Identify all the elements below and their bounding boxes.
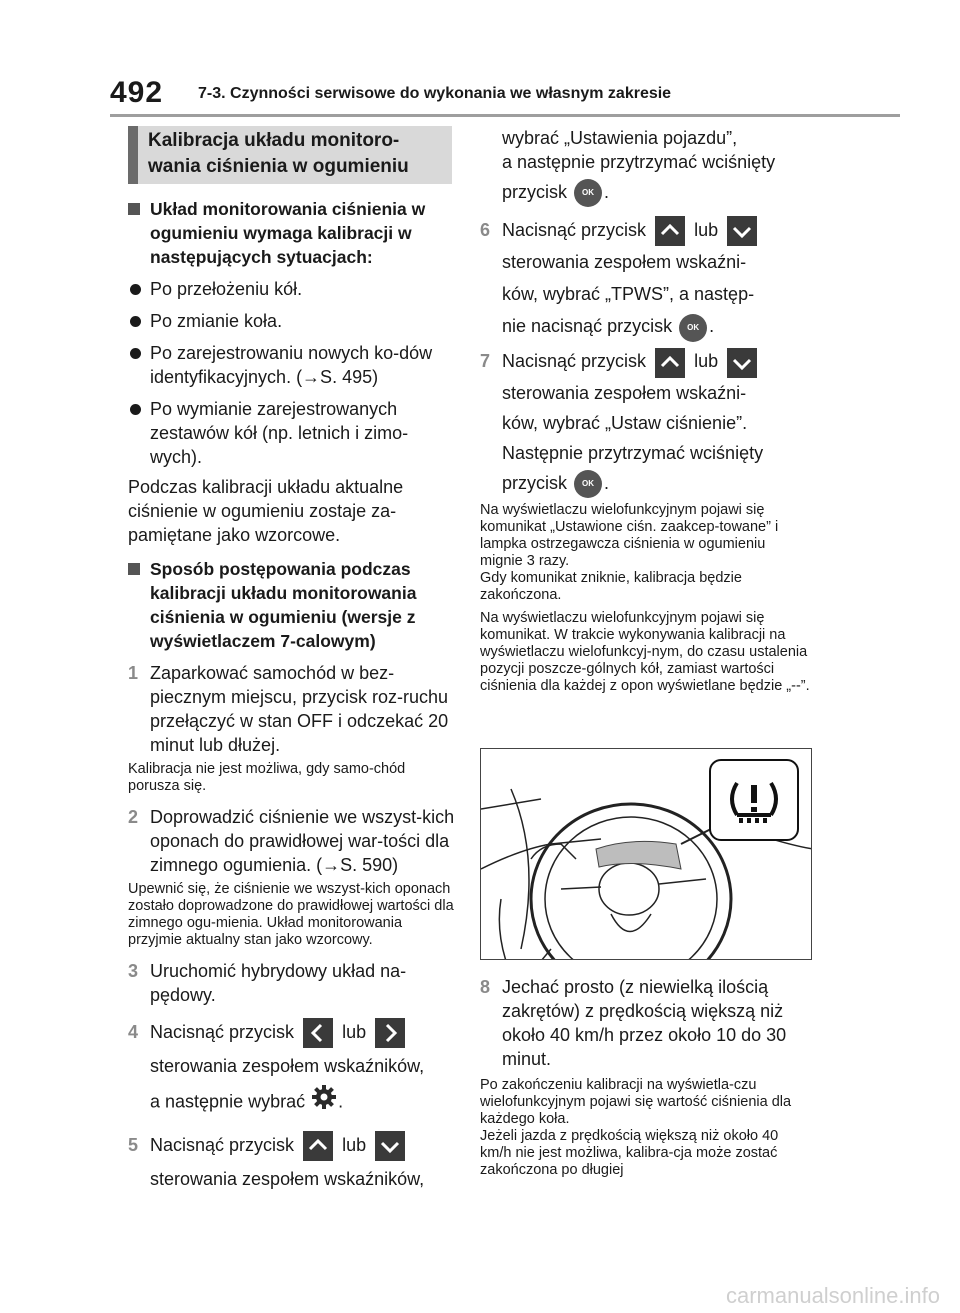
subheading-text: Sposób postępowania podczas kalibracji układu monitorowania ciśnienia w ogumieniu (wersje z wyświetlaczem 7-calowym): [150, 559, 417, 651]
list-item-text: Po zarejestrowaniu nowych ko-dów identyfikacyjnych. (→S. 495): [150, 343, 433, 387]
step-text: Nacisnąć przycisk: [502, 351, 647, 372]
chevron-up-icon: [655, 216, 685, 246]
left-column: [128, 197, 458, 1196]
step-4: [128, 1015, 458, 1122]
step-6: [480, 214, 812, 342]
bullet-icon: [130, 404, 141, 415]
chevron-down-icon: [727, 216, 757, 246]
step-text: .: [604, 472, 610, 493]
square-bullet-icon: [128, 203, 140, 215]
step-number: 5: [128, 1135, 139, 1155]
note: Na wyświetlaczu wielofunkcyjnym pojawi się komunikat. W trakcie wykonywania kalibracji na wyświetlaczu wielofunkcyj-nym, do czasu ustalenia pozycji poszcze-gólnych kół, zamiast wartości ciśnienia dla każdej z opon wyświetlane będzie „--”.: [480, 609, 810, 694]
step-2: [128, 805, 458, 877]
list-item: [128, 309, 458, 333]
ok-button-icon: OK: [574, 179, 602, 207]
step-text: Nacisnąć przycisk: [150, 1135, 295, 1155]
chevron-up-icon: [655, 348, 685, 378]
bullet-icon: [130, 348, 141, 359]
watermark: carmanualsonline.info: [725, 1283, 940, 1308]
chevron-down-icon: [375, 1131, 405, 1161]
step-text: lub: [694, 220, 719, 240]
subheading-calibration-needed: [128, 197, 458, 269]
step-text: lub: [342, 1135, 367, 1155]
step-text: .: [709, 316, 715, 337]
subheading-text: Układ monitorowania ciśnienia w ogumieniu wymaga kalibracji w następujących sytuacjach:: [150, 199, 426, 267]
step-text: lub: [694, 351, 719, 372]
step-text: Zaparkować samochód w bez-piecznym miejscu, przycisk roz-ruchu przełączyć w stan OFF i odczekać 20 minut lub dłużej.: [150, 663, 449, 755]
gear-icon: [310, 1083, 338, 1122]
bullet-icon: [130, 284, 141, 295]
step-text: Doprowadzić ciśnienie we wszyst-kich oponach do prawidłowej war-tości dla zimnego ogumienia. (→S. 590): [150, 807, 455, 875]
list-item-text: Po zmianie koła.: [150, 311, 283, 331]
step-number: 2: [128, 807, 139, 827]
step-text: Nacisnąć przycisk: [150, 1022, 295, 1042]
note: Upewnić się, że ciśnienie we wszyst-kich oponach zostało doprowadzone do prawidłowej wartości dla zimnego ogu-mienia. Układ monitorowania przyjmie aktualny stan jako wzorcowy.: [128, 881, 454, 948]
step-number: 6: [480, 220, 491, 240]
step-3: [128, 959, 458, 1007]
section-title-line1: Kalibracja układu monitoro-: [148, 130, 400, 151]
step-text: sterowania zespołem wskaźników,: [150, 1169, 425, 1189]
list-item-text: Po wymianie zarejestrowanych zestawów kół (np. letnich i zimo-wych).: [150, 399, 409, 467]
ok-button-icon: OK: [679, 314, 707, 342]
list-item: [128, 277, 458, 301]
step-text: nie nacisnąć przycisk: [502, 316, 673, 337]
right-column-lower: [480, 975, 812, 1179]
step-number: 8: [480, 977, 491, 997]
subheading-procedure: [128, 557, 458, 653]
section-title-line2: wania ciśnienia w ogumieniu: [148, 156, 409, 177]
steering-wheel-illustration: [480, 748, 812, 960]
step-number: 3: [128, 961, 139, 981]
step-text: przycisk: [502, 472, 568, 493]
step-number: 7: [480, 351, 491, 372]
step-8: [480, 975, 812, 1071]
step-text: ków, wybrać „Ustaw ciśnienie”.: [502, 412, 748, 433]
right-column: [480, 126, 812, 695]
step-text: wybrać „Ustawienia pojazdu”,: [502, 128, 738, 148]
step-text: .: [604, 182, 610, 202]
step-text: a następnie wybrać: [150, 1091, 306, 1112]
chevron-left-icon: [303, 1018, 333, 1048]
page-number: 492: [110, 76, 164, 109]
step-text: sterowania zespołem wskaźników,: [150, 1056, 425, 1076]
square-bullet-icon: [128, 563, 140, 575]
section-title: [128, 126, 452, 184]
step-1: [128, 661, 458, 757]
note: Jeżeli jazda z prędkością większą niż około 40 km/h nie jest możliwa, kalibra-cja może zostać zakończona po długiej: [480, 1128, 779, 1178]
step-number: 4: [128, 1022, 139, 1042]
step-7: [480, 346, 812, 498]
step-text: Uruchomić hybrydowy układ na-pędowy.: [150, 961, 407, 1005]
step-text: Następnie przytrzymać wciśnięty: [502, 442, 764, 463]
step-text: Nacisnąć przycisk: [502, 220, 647, 240]
bullet-icon: [130, 316, 141, 327]
header-rule: [110, 114, 900, 117]
paragraph: Podczas kalibracji układu aktualne ciśnienie w ogumieniu zostaje za-pamiętane jako wzorcowe.: [128, 477, 404, 545]
note: Po zakończeniu kalibracji na wyświetla-czu wielofunkcyjnym pojawi się wartość ciśnienia dla każdego koła.: [480, 1077, 792, 1127]
step-text: ków, wybrać „TPWS”, a następ-: [502, 284, 755, 305]
list-item-text: Po przełożeniu kół.: [150, 279, 303, 299]
note: Kalibracja nie jest możliwa, gdy samo-chód porusza się.: [128, 761, 406, 794]
step-text: sterowania zespołem wskaźni-: [502, 252, 747, 273]
step-text: lub: [342, 1022, 367, 1042]
step-text: sterowania zespołem wskaźni-: [502, 382, 747, 403]
chevron-up-icon: [303, 1131, 333, 1161]
step-text: .: [338, 1091, 344, 1112]
ok-button-icon: OK: [574, 470, 602, 498]
chevron-right-icon: [375, 1018, 405, 1048]
note: Gdy komunikat zniknie, kalibracja będzie zakończona.: [480, 569, 742, 603]
list-item: [128, 341, 458, 389]
chapter-title: 7-3. Czynności serwisowe do wykonania we własnym zakresie: [198, 85, 672, 102]
step-text: przycisk: [502, 182, 568, 202]
step-text: a następnie przytrzymać wciśnięty: [502, 152, 776, 172]
step-text: Jechać prosto (z niewielką ilością zakrętów) z prędkością większą niż około 40 km/h przez około 10 do 30 minut.: [502, 977, 787, 1069]
tire-pressure-warning-icon: [709, 759, 799, 841]
list-item: [128, 397, 458, 469]
note: Na wyświetlaczu wielofunkcyjnym pojawi się komunikat „Ustawione ciśn. zaakcep-towane” i lampka ostrzegawcza ciśnienia w ogumieniu mignie 3 razy.: [480, 501, 779, 569]
step-number: 1: [128, 663, 139, 683]
step-5: [128, 1128, 458, 1196]
chevron-down-icon: [727, 348, 757, 378]
